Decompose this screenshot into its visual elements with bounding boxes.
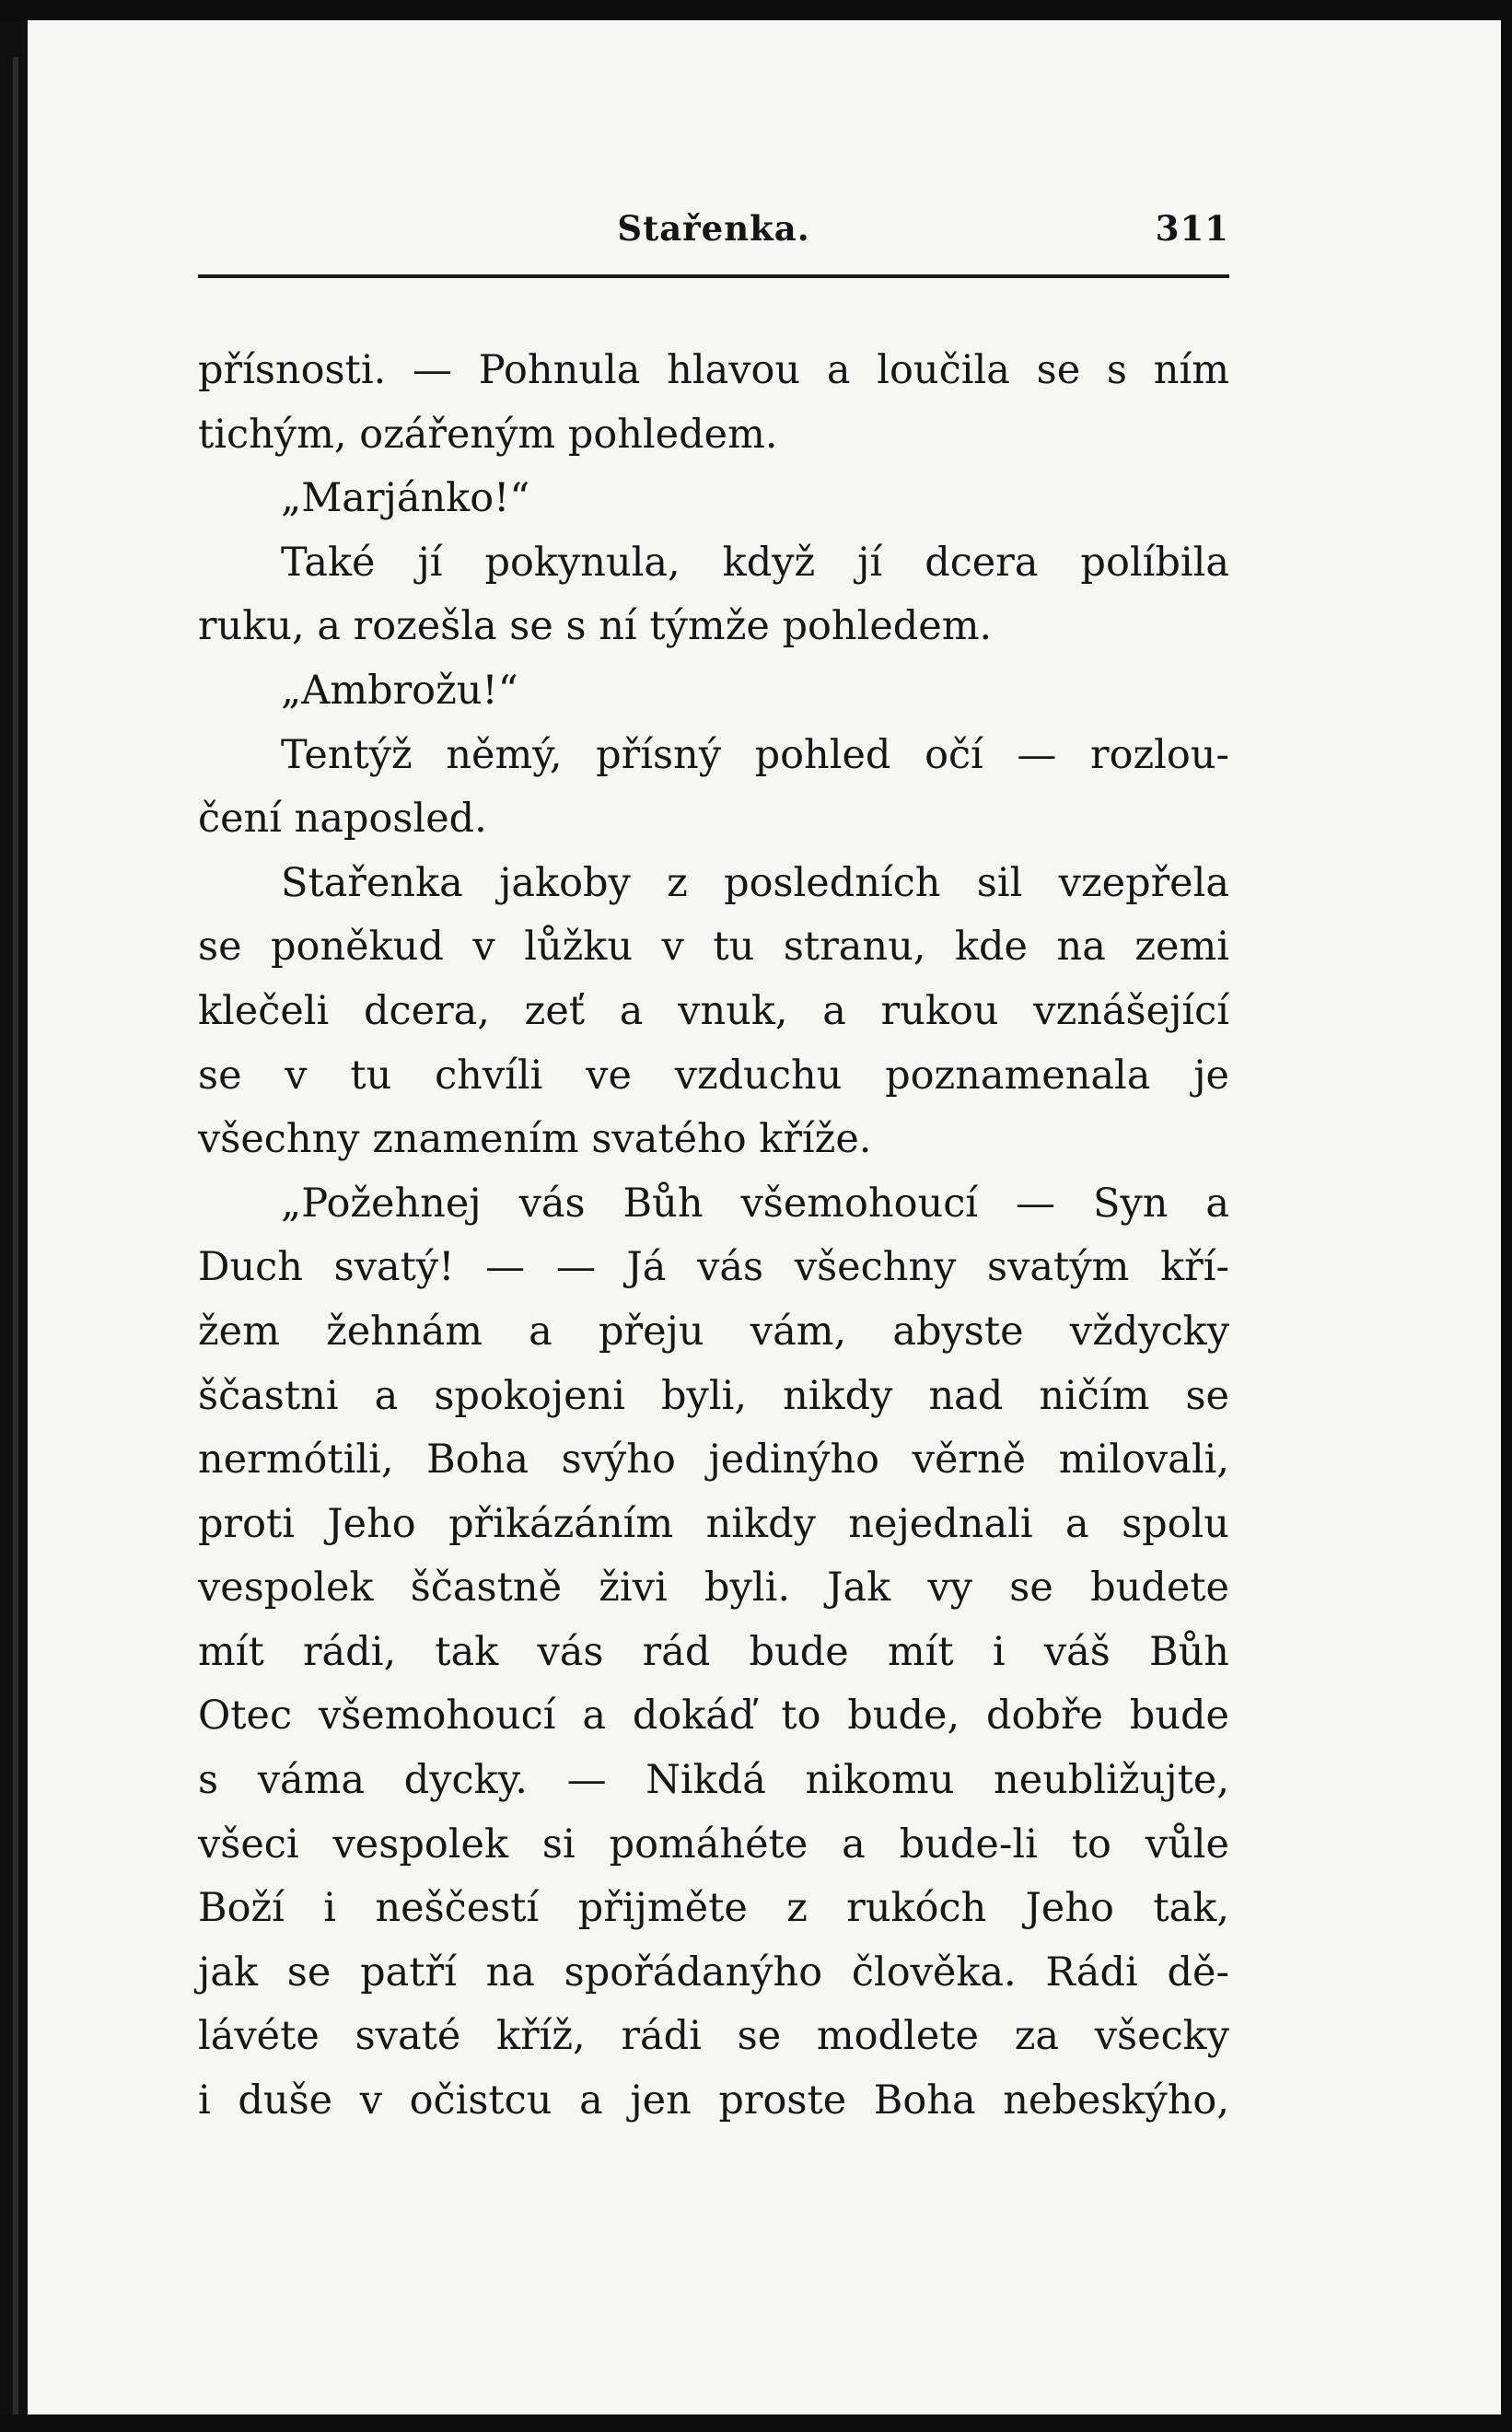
text-line: se poněkud v lůžku v tu stranu, kde na zemi [198, 924, 1229, 971]
text-line: vespolek ščastně živi byli. Jak vy se budete [198, 1565, 1229, 1612]
page-header [198, 208, 1229, 273]
spine-shadow [13, 57, 18, 2415]
text-line: i duše v očistcu a jen proste Boha nebeskýho, [198, 2077, 1229, 2124]
text-line: s váma dycky. — Nikdá nikomu neubližujte, [198, 1757, 1229, 1804]
text-line: čení naposled. [198, 796, 487, 843]
text-line: všechny znamením svatého kříže. [198, 1116, 872, 1163]
text-line: „Marjánko!“ [281, 475, 530, 522]
text-line: nermótili, Boha svýho jedinýho věrně milovali, [198, 1437, 1229, 1484]
text-line: Boží i neščestí přijměte z rukóch Jeho tak, [198, 1885, 1229, 1932]
text-line: Tentýž němý, přísný pohled očí — rozlou- [281, 731, 1229, 778]
text-line: Otec všemohoucí a dokáď to bude, dobře bude [198, 1693, 1229, 1740]
text-line: žem žehnám a přeju vám, abyste vždycky [198, 1308, 1229, 1355]
text-line: všeci vespolek si pomáhéte a bude-li to vůle [198, 1821, 1229, 1868]
text-line: lávéte svaté kříž, rádi se modlete za všecky [198, 2013, 1229, 2060]
text-line: mít rádi, tak vás rád bude mít i váš Bůh [198, 1628, 1229, 1675]
running-head: Stařenka. [617, 208, 810, 249]
text-line: Také jí pokynula, když jí dcera políbila [281, 539, 1229, 586]
text-line: ruku, a rozešla se s ní týmže pohledem. [198, 603, 993, 650]
body-text [198, 339, 1229, 2134]
header-rule [198, 274, 1229, 278]
text-line: Stařenka jakoby z posledních sil vzepřela [281, 859, 1229, 906]
text-line: přísnosti. — Pohnula hlavou a loučila se s ním [198, 347, 1229, 393]
text-line: tichým, ozářeným pohledem. [198, 411, 778, 458]
page-number: 311 [1155, 208, 1229, 249]
text-line: klečeli dcera, zeť a vnuk, a rukou vznášející [198, 987, 1229, 1034]
text-line: ščastni a spokojeni byli, nikdy nad ničím se [198, 1372, 1229, 1419]
text-line: jak se patří na spořádanýho člověka. Rádi dě- [198, 1949, 1229, 1996]
text-line: proti Jeho přikázáním nikdy nejednali a spolu [198, 1500, 1229, 1547]
text-line: „Ambrožu!“ [281, 667, 518, 714]
text-line: „Požehnej vás Bůh všemohoucí — Syn a [281, 1180, 1229, 1227]
text-line: se v tu chvíli ve vzduchu poznamenala je [198, 1052, 1229, 1099]
text-line: Duch svatý! — — Já vás všechny svatým kří- [198, 1244, 1229, 1291]
book-spine-edge [0, 20, 28, 2415]
